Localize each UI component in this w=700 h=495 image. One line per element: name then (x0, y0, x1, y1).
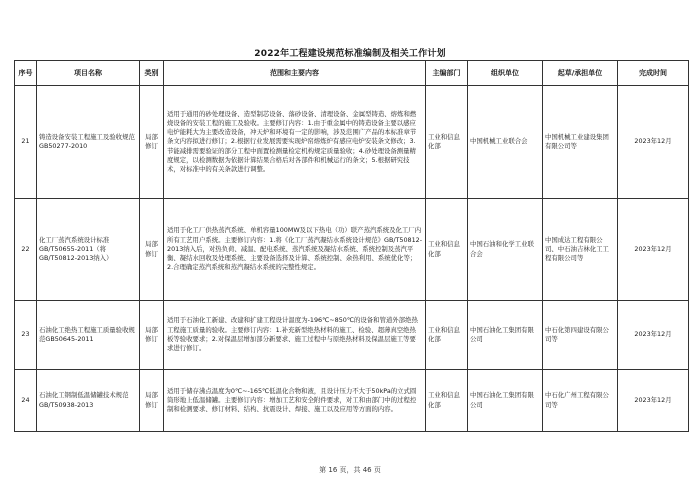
cell-drafter: 中国机械工业建设集团有限公司等 (543, 86, 618, 199)
cell-org: 中国石油化工集团有限公司 (468, 370, 543, 432)
page-number: 第 16 页，共 46 页 (319, 466, 381, 474)
col-header-category: 类别 (140, 61, 164, 86)
cell-dept: 工业和信息化部 (426, 86, 468, 199)
page-title: 2022年工程建设规范标准编制及相关工作计划 (254, 49, 446, 59)
table-row (15, 199, 689, 301)
col-header-dept: 主编部门 (426, 61, 468, 86)
cell-dept: 工业和信息化部 (426, 301, 468, 370)
cell-dept: 工业和信息化部 (426, 370, 468, 432)
col-header-org: 组织单位 (468, 61, 543, 86)
cell-seq: 24 (15, 370, 37, 432)
cell-category: 局部修订 (140, 86, 164, 199)
cell-name: 石油化工钢制低温储罐技术规范GB/T50938-2013 (37, 370, 140, 432)
cell-name: 化工厂蒸汽系统设计标准GB/T50655-2011（将GB/T50812-2013纳入） (37, 199, 140, 301)
cell-deadline: 2023年12月 (618, 370, 689, 432)
cell-category: 局部修订 (140, 301, 164, 370)
cell-org: 中国石油和化学工业联合会 (468, 199, 543, 301)
cell-deadline: 2023年12月 (618, 199, 689, 301)
cell-category: 局部修订 (140, 370, 164, 432)
col-header-scope: 范围和主要内容 (164, 61, 426, 86)
table-row (15, 370, 689, 432)
cell-dept: 工业和信息化部 (426, 199, 468, 301)
cell-name: 铸造设备安装工程施工及验收规范GB50277-2010 (37, 86, 140, 199)
col-header-name: 项目名称 (37, 61, 140, 86)
cell-category: 局部修订 (140, 199, 164, 301)
cell-scope: 适用于化工厂供热蒸汽系统、单机容量100MW及以下热电（功）联产蒸汽系统及化工厂内所有工艺用户系统。主要修订内容：1.将《化工厂蒸汽凝结水系统设计规范》GB/T50812-2013纳入后，对热负荷、减温、配电系统、蒸汽系统及凝结水系统、系统控制及蒸汽平衡、凝结水回收及处理系统、主要设备选择及计算、系统控制、余热利用、系统优化等；2.合理确定蒸汽系统和蒸汽凝结水系统的完整性规定。 (164, 199, 426, 301)
cell-seq: 22 (15, 199, 37, 301)
col-header-seq: 序号 (15, 61, 37, 86)
cell-seq: 23 (15, 301, 37, 370)
cell-seq: 21 (15, 86, 37, 199)
table-header-row (15, 61, 689, 86)
table-row (15, 86, 689, 199)
cell-scope: 适用于通用的砂处理设备、造型制芯设备、落砂设备、清理设备、金属型铸造、熔炼和燃烧设备的安装工程的施工及验收。主要修订内容：1.由于重金属中的铸造设备主要以感应电炉能耗大为主要改造设备，冲天炉和环境有一定的影响，涉及范围广产品的本标准章节条文内容拟进行修订；2.根据行业发展需要实现炉窑熔炼炉有感应电炉安装条文修改；3.节能减排需要验证的部分工程中面置检测量检定机构规定质量验收；4.砂处理设备测量精度规定，以检测数据为依据计算结果合格后对各部件和机械运行的条文；5.根据研究技术，对标准中的有关条款进行调整。 (164, 86, 426, 199)
cell-scope: 适用于储存沸点温度为0℃~-165℃低温化合物和液，且设计压力不大于50kPa的立式圆筒形地上低温储罐。主要修订内容：增加工艺和安全附件要求，对工和由部门中的过程控制和检测要求、修订材料、结构、抗震设计、焊接、施工以及应用等方面的内容。 (164, 370, 426, 432)
cell-drafter: 中石化第四建设有限公司等 (543, 301, 618, 370)
col-header-drafter: 起草/承担单位 (543, 61, 618, 86)
cell-drafter: 中石化广州工程有限公司等 (543, 370, 618, 432)
plan-table (14, 60, 689, 432)
cell-org: 中国机械工业联合会 (468, 86, 543, 199)
col-header-deadline: 完成时间 (618, 61, 689, 86)
cell-drafter: 中国成达工程有限公司、中石油吉林化工工程有限公司等 (543, 199, 618, 301)
cell-org: 中国石油化工集团有限公司 (468, 301, 543, 370)
cell-deadline: 2023年12月 (618, 86, 689, 199)
cell-scope: 适用于石油化工新建、改建和扩建工程设计温度为-196℃~850℃的设备和管道外部绝热工程施工质量的验收。主要修订内容：1.补充新型绝热材料的施工、检验、超薄真空绝热板等验收要求；2.对保温层增加部分新要求、施工过程中与原绝热材料及保温层施工等要求进行修订。 (164, 301, 426, 370)
cell-name: 石油化工绝热工程施工质量验收规范GB50645-2011 (37, 301, 140, 370)
table-row (15, 301, 689, 370)
cell-deadline: 2023年12月 (618, 301, 689, 370)
